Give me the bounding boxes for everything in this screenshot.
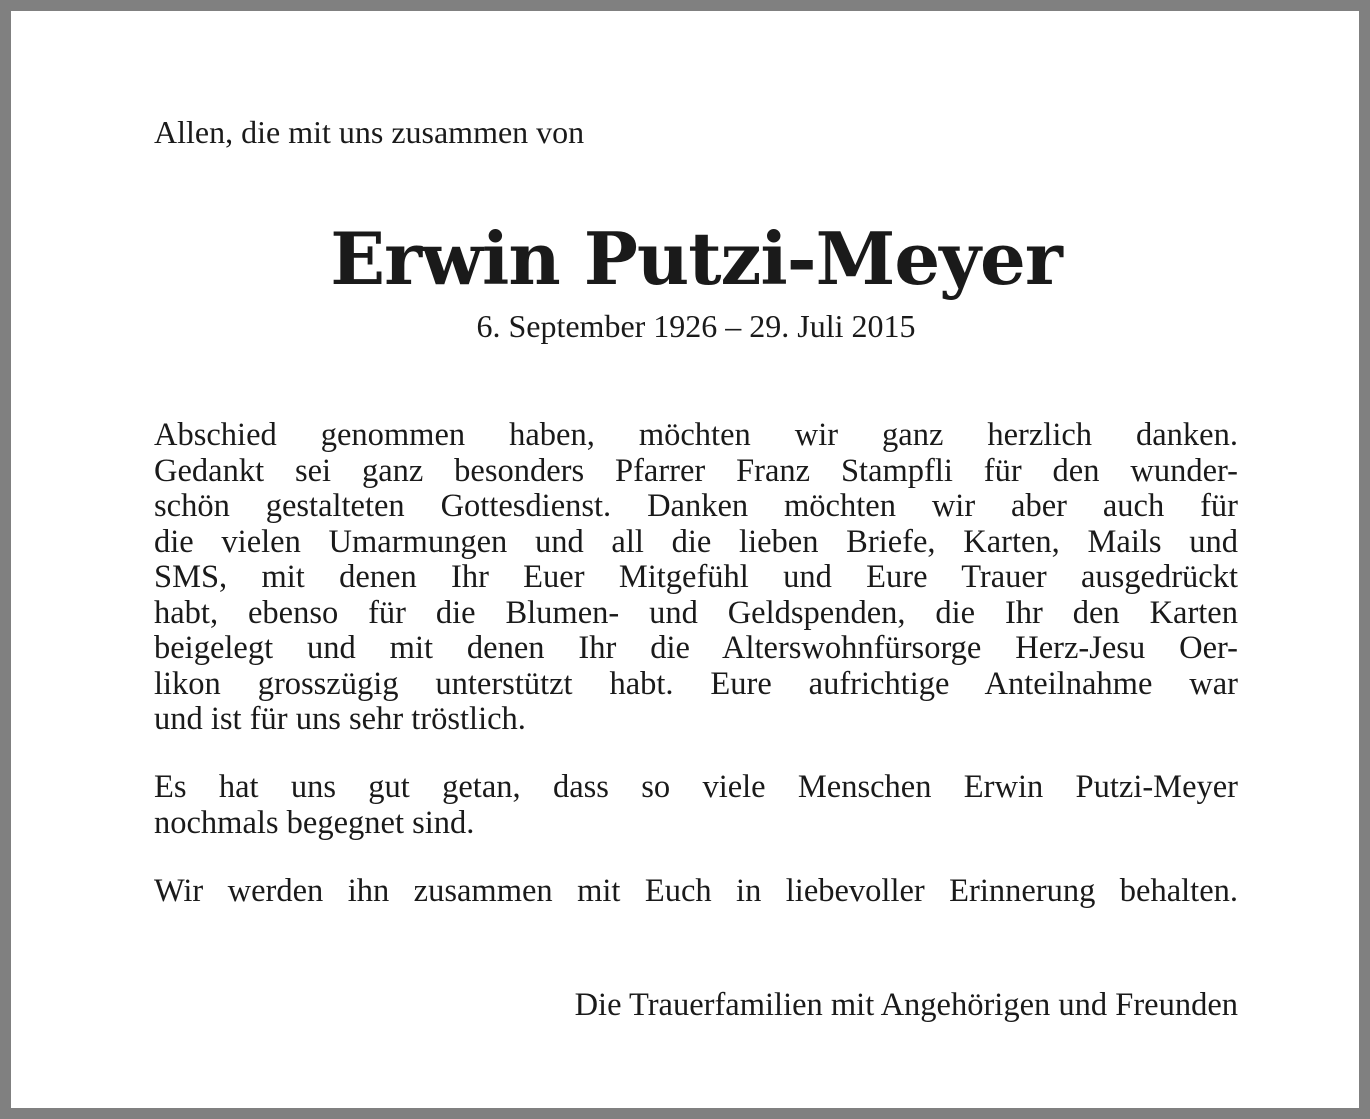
paragraph-line: Abschied genommen haben, möchten wir ganz herzlich danken.: [154, 418, 1238, 453]
paragraph-line: schön gestalteten Gottesdienst. Danken möchten wir aber auch für: [154, 489, 1238, 524]
paragraph-line: habt, ebenso für die Blumen- und Geldspenden, die Ihr den Karten: [154, 595, 1238, 631]
deceased-name: Erwin Putzi-Meyer: [330, 216, 1062, 301]
paragraph-line: die vielen Umarmungen und all die lieben Briefe, Karten, Mails und: [154, 524, 1238, 560]
paragraph-line: Wir werden ihn zusammen mit Euch in liebevoller Erinnerung behalten.: [154, 874, 1238, 909]
paragraph-line: Gedankt sei ganz besonders Pfarrer Franz Stampfli für den wunder-: [154, 453, 1238, 489]
paragraph-line: likon grosszügig unterstützt habt. Eure aufrichtige Anteilnahme war: [154, 666, 1238, 702]
paragraph-line: nochmals begegnet sind.: [154, 805, 475, 841]
encounter-paragraph: [154, 770, 1238, 841]
life-dates: 6. September 1926 – 29. Juli 2015: [476, 308, 916, 344]
paragraph-line: SMS, mit denen Ihr Euer Mitgefühl und Eure Trauer ausgedrückt: [154, 560, 1238, 595]
paragraph-line: und ist für uns sehr tröstlich.: [154, 702, 526, 737]
memory-paragraph: [154, 874, 1238, 910]
thanks-paragraph: [154, 418, 1238, 738]
paragraph-line: Es hat uns gut getan, dass so viele Menschen Erwin Putzi-Meyer: [154, 770, 1238, 805]
paragraph-line: beigelegt und mit denen Ihr die Alterswohnfürsorge Herz-Jesu Oer-: [154, 631, 1238, 666]
intro-text: Allen, die mit uns zusammen von: [154, 114, 585, 150]
signoff-text: Die Trauerfamilien mit Angehörigen und Freunden: [574, 987, 1238, 1023]
